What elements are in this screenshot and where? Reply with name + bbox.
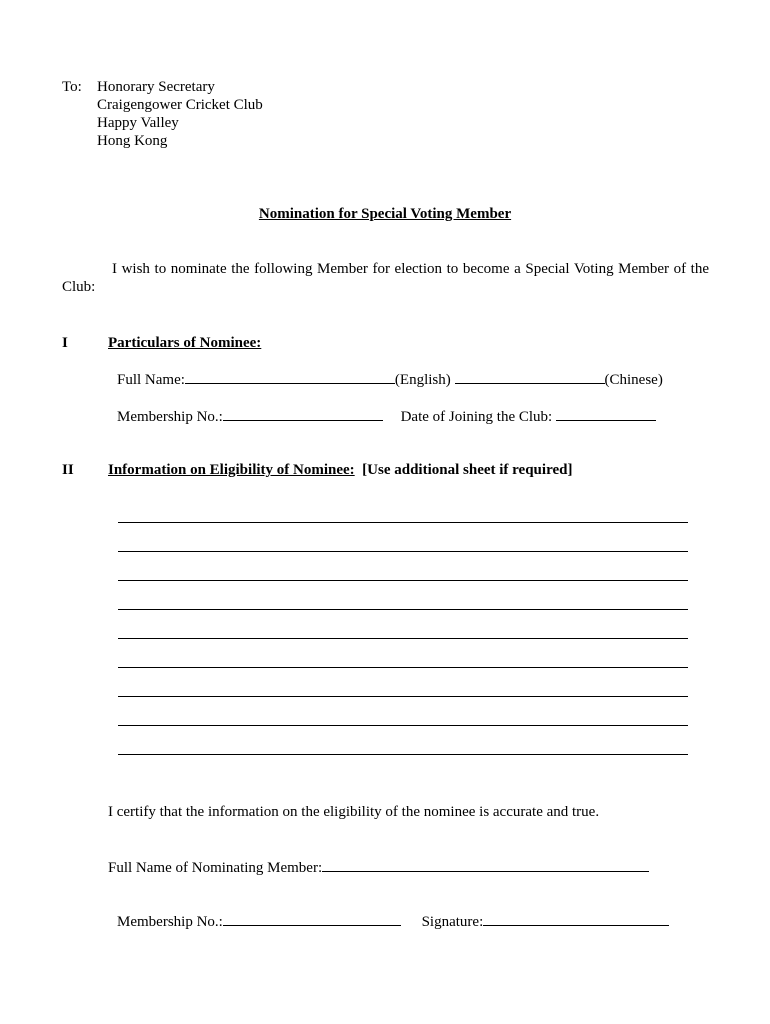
nominator-name-field[interactable] xyxy=(322,858,649,872)
full-name-label: Full Name: xyxy=(117,372,185,388)
joining-date-field[interactable] xyxy=(556,407,656,421)
section-2-number: II xyxy=(62,462,74,478)
eligibility-line-5[interactable] xyxy=(118,638,688,639)
section-1-heading: Particulars of Nominee: xyxy=(108,335,262,351)
full-name-chinese-field[interactable] xyxy=(455,370,605,384)
form-title: Nomination for Special Voting Member xyxy=(258,206,512,222)
full-name-row xyxy=(117,370,663,389)
joining-date-label: Date of Joining the Club: xyxy=(400,409,553,425)
recipient-address xyxy=(62,78,263,150)
membership-label: Membership No.: xyxy=(117,409,223,425)
nominator-name-label: Full Name of Nominating Member: xyxy=(108,860,323,876)
eligibility-line-9[interactable] xyxy=(118,754,688,755)
eligibility-line-7[interactable] xyxy=(118,696,688,697)
to-label: To: xyxy=(62,79,82,95)
address-line-1: Honorary Secretary xyxy=(97,79,215,95)
address-line-4: Hong Kong xyxy=(97,133,168,149)
nominator-membership-label: Membership No.: xyxy=(117,914,223,930)
eligibility-line-1[interactable] xyxy=(118,522,688,523)
address-line-2: Craigengower Cricket Club xyxy=(97,97,263,113)
eligibility-line-3[interactable] xyxy=(118,580,688,581)
intro-paragraph: I wish to nominate the following Member for election to become a Special Voting Member of the Club: xyxy=(62,261,709,295)
address-line-3: Happy Valley xyxy=(97,115,179,131)
eligibility-line-6[interactable] xyxy=(118,667,688,668)
chinese-label: (Chinese) xyxy=(604,372,663,388)
section-2-note: [Use additional sheet if required] xyxy=(362,462,573,478)
section-2-heading: Information on Eligibility of Nominee: [Use additional sheet if required] xyxy=(108,462,573,478)
certification-statement: I certify that the information on the eligibility of the nominee is accurate and true. xyxy=(108,804,600,820)
eligibility-line-8[interactable] xyxy=(118,725,688,726)
signature-label: Signature: xyxy=(421,914,484,930)
membership-row xyxy=(117,407,656,426)
full-name-english-field[interactable] xyxy=(185,370,395,384)
nominator-membership-field[interactable] xyxy=(223,912,401,926)
section-1-number: I xyxy=(62,335,68,351)
membership-number-field[interactable] xyxy=(223,407,383,421)
english-label: (English) xyxy=(394,372,451,388)
nominator-signature-row xyxy=(117,912,669,931)
nominator-name-row xyxy=(108,858,649,877)
signature-field[interactable] xyxy=(483,912,669,926)
eligibility-line-2[interactable] xyxy=(118,551,688,552)
eligibility-line-4[interactable] xyxy=(118,609,688,610)
